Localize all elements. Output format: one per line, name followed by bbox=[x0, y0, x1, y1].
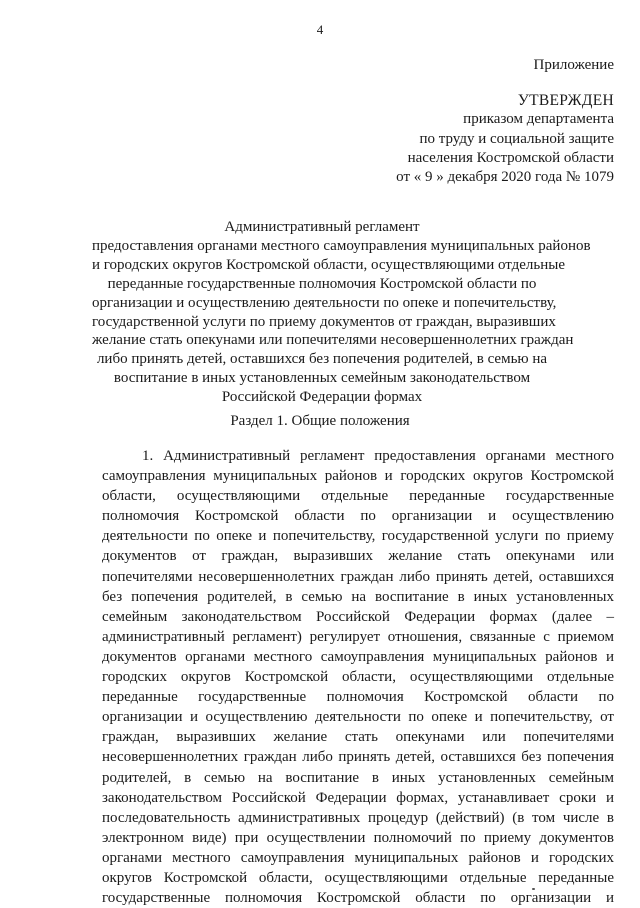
section-heading: Раздел 1. Общие положения bbox=[230, 413, 410, 429]
body-paragraph bbox=[102, 446, 614, 908]
body-line: деятельности по опеке и попечительству, государственной услуги по приему bbox=[102, 528, 614, 545]
title-line: воспитание в иных установленных семейным законодательством bbox=[113, 370, 531, 387]
body-line: самоуправления муниципальных районов и городских округов Костромской bbox=[102, 468, 614, 485]
body-line: законодательством Российской Федерации формах, устанавливает сроки и bbox=[102, 789, 614, 806]
body-line: последовательность административных процедур (действий) (в том числе в bbox=[102, 809, 614, 826]
appendix-label: Приложение bbox=[533, 57, 614, 73]
title-line: Российской Федерации формах bbox=[221, 389, 423, 406]
body-line: переданные государственные полномочия Костромской области по bbox=[102, 689, 614, 706]
scan-speck bbox=[532, 888, 535, 890]
approval-block bbox=[396, 56, 614, 187]
body-line: 1. Административный регламент предоставления органами местного bbox=[142, 448, 614, 464]
body-line: документов органами местного самоуправления муниципальных районов и bbox=[102, 648, 614, 665]
approval-line: по труду и социальной защите bbox=[419, 130, 614, 147]
body-line: родителей, в семью на воспитание в иных установленных семейным bbox=[102, 769, 614, 786]
approved-label: УТВЕРЖДЕН bbox=[517, 92, 614, 110]
body-line: без попечения родителей, в семью на воспитание в иных установленных bbox=[102, 588, 614, 605]
approval-line: населения Костромской области bbox=[407, 149, 614, 166]
title-line: либо принять детей, оставшихся без попечения родителей, в семью на bbox=[96, 351, 548, 368]
regulation-title bbox=[92, 218, 591, 407]
body-line: организации и осуществлению деятельности по опеке и попечительству, от bbox=[102, 709, 614, 726]
body-line: органами местного самоуправления муниципальных районов и городских bbox=[102, 849, 614, 866]
title-line: организации и осуществлению деятельности по опеке и попечительству, bbox=[92, 294, 557, 311]
body-line: несовершеннолетних граждан либо принять детей, оставшихся без попечения bbox=[102, 749, 614, 766]
title-line: желание стать опекунами или попечителями несовершеннолетних граждан bbox=[92, 332, 574, 349]
body-line: граждан, выразивших желание стать опекунами или попечителями bbox=[102, 729, 614, 746]
body-line: попечителями несовершеннолетних граждан либо принять детей, оставшихся bbox=[102, 568, 614, 585]
approval-line: от « 9 » декабря 2020 года № 1079 bbox=[396, 169, 614, 186]
body-line: административный регламент) регулирует отношения, связанные с приемом bbox=[102, 628, 614, 645]
body-line: электронном виде) при осуществлении полномочий по приему документов bbox=[102, 829, 614, 846]
body-line: городских округов Костромской области, осуществляющими отдельные bbox=[102, 669, 614, 686]
title-line: государственной услуги по приему документов от граждан, выразивших bbox=[92, 313, 556, 330]
approval-line: приказом департамента bbox=[463, 111, 614, 128]
title-line: переданные государственные полномочия Костромской области по bbox=[107, 275, 537, 292]
body-line: полномочия Костромской области по организации и осуществлению bbox=[102, 508, 614, 525]
body-line: области, осуществляющими отдельные переданные государственные bbox=[102, 488, 614, 505]
title-line: предоставления органами местного самоуправления муниципальных районов bbox=[92, 237, 591, 254]
title-heading: Административный регламент bbox=[224, 219, 420, 235]
body-line: государственные полномочия Костромской области по организации и bbox=[102, 890, 614, 907]
body-line: документов от граждан, выразивших желание стать опекунами или bbox=[102, 548, 614, 565]
title-line: и городских округов Костромской области, осуществляющими отдельные bbox=[92, 256, 566, 273]
page-number: 4 bbox=[316, 22, 324, 37]
body-line: семейным законодательством Российской Федерации формах (далее – bbox=[102, 608, 614, 625]
body-line: округов Костромской области, осуществляющими отдельные переданные bbox=[102, 869, 614, 886]
